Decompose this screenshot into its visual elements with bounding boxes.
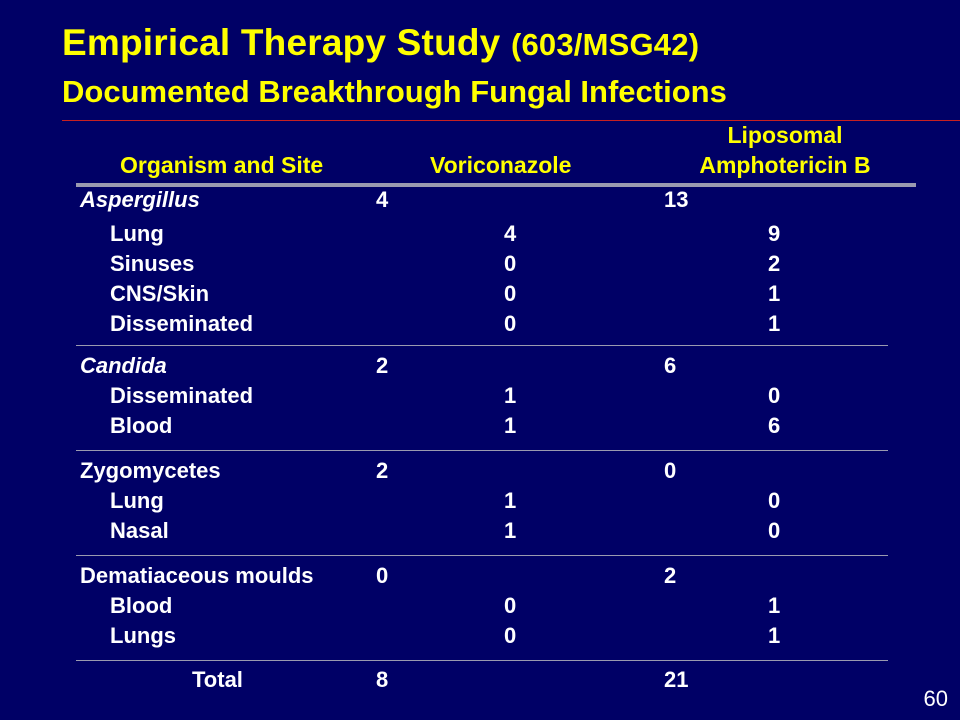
site-vori: 1	[504, 413, 517, 438]
site-vori: 0	[504, 623, 517, 648]
site-name: Blood	[110, 413, 173, 438]
site-name: Disseminated	[110, 311, 254, 336]
site-vori: 0	[504, 311, 517, 336]
total-vori: 8	[376, 667, 389, 692]
site-ampho: 9	[768, 221, 781, 246]
site-vori: 1	[504, 488, 517, 513]
header-amphotericin	[665, 120, 905, 180]
site-vori: 1	[504, 383, 517, 408]
group-ampho-total: 2	[664, 563, 677, 588]
site-vori: 0	[504, 593, 517, 618]
site-ampho: 0	[768, 518, 781, 543]
slide-subtitle: Documented Breakthrough Fungal Infections	[62, 74, 727, 109]
header-ampho-line2: Amphotericin B	[699, 152, 871, 178]
group-name: Dematiaceous moulds	[80, 563, 314, 588]
site-name: CNS/Skin	[110, 281, 210, 306]
group-divider	[76, 660, 888, 661]
total-ampho: 21	[664, 667, 689, 692]
header-divider	[76, 183, 916, 187]
group-vori-total: 0	[376, 563, 389, 588]
site-ampho: 0	[768, 488, 781, 513]
title-main: Empirical Therapy Study	[62, 22, 511, 63]
header-organism: Organism and Site	[120, 152, 324, 178]
group-name: Candida	[80, 353, 167, 378]
site-vori: 0	[504, 281, 517, 306]
site-name: Lung	[110, 488, 164, 513]
site-vori: 4	[504, 221, 517, 246]
site-ampho: 1	[768, 311, 781, 336]
site-ampho: 2	[768, 251, 781, 276]
group-divider	[76, 345, 888, 346]
site-name: Blood	[110, 593, 173, 618]
group-vori-total: 2	[376, 353, 389, 378]
group-ampho-total: 6	[664, 353, 677, 378]
site-ampho: 1	[768, 623, 781, 648]
site-name: Nasal	[110, 518, 169, 543]
site-ampho: 1	[768, 281, 781, 306]
site-ampho: 6	[768, 413, 781, 438]
group-ampho-total: 13	[664, 187, 689, 212]
title-code: (603/MSG42)	[510, 27, 700, 62]
site-name: Lungs	[110, 623, 176, 648]
site-name: Lung	[110, 221, 164, 246]
group-name: Aspergillus	[80, 187, 200, 212]
site-name: Disseminated	[110, 383, 254, 408]
group-divider	[76, 555, 888, 556]
group-vori-total: 4	[376, 187, 389, 212]
group-vori-total: 2	[376, 458, 389, 483]
slide-title	[62, 22, 699, 64]
group-divider	[76, 450, 888, 451]
page-number: 60	[923, 686, 948, 711]
site-vori: 0	[504, 251, 517, 276]
header-ampho-line1: Liposomal	[727, 122, 843, 148]
site-vori: 1	[504, 518, 517, 543]
total-label: Total	[192, 667, 243, 692]
site-ampho: 1	[768, 593, 781, 618]
site-name: Sinuses	[110, 251, 195, 276]
header-voriconazole: Voriconazole	[430, 152, 572, 178]
group-name: Zygomycetes	[80, 458, 221, 483]
group-ampho-total: 0	[664, 458, 677, 483]
site-ampho: 0	[768, 383, 781, 408]
